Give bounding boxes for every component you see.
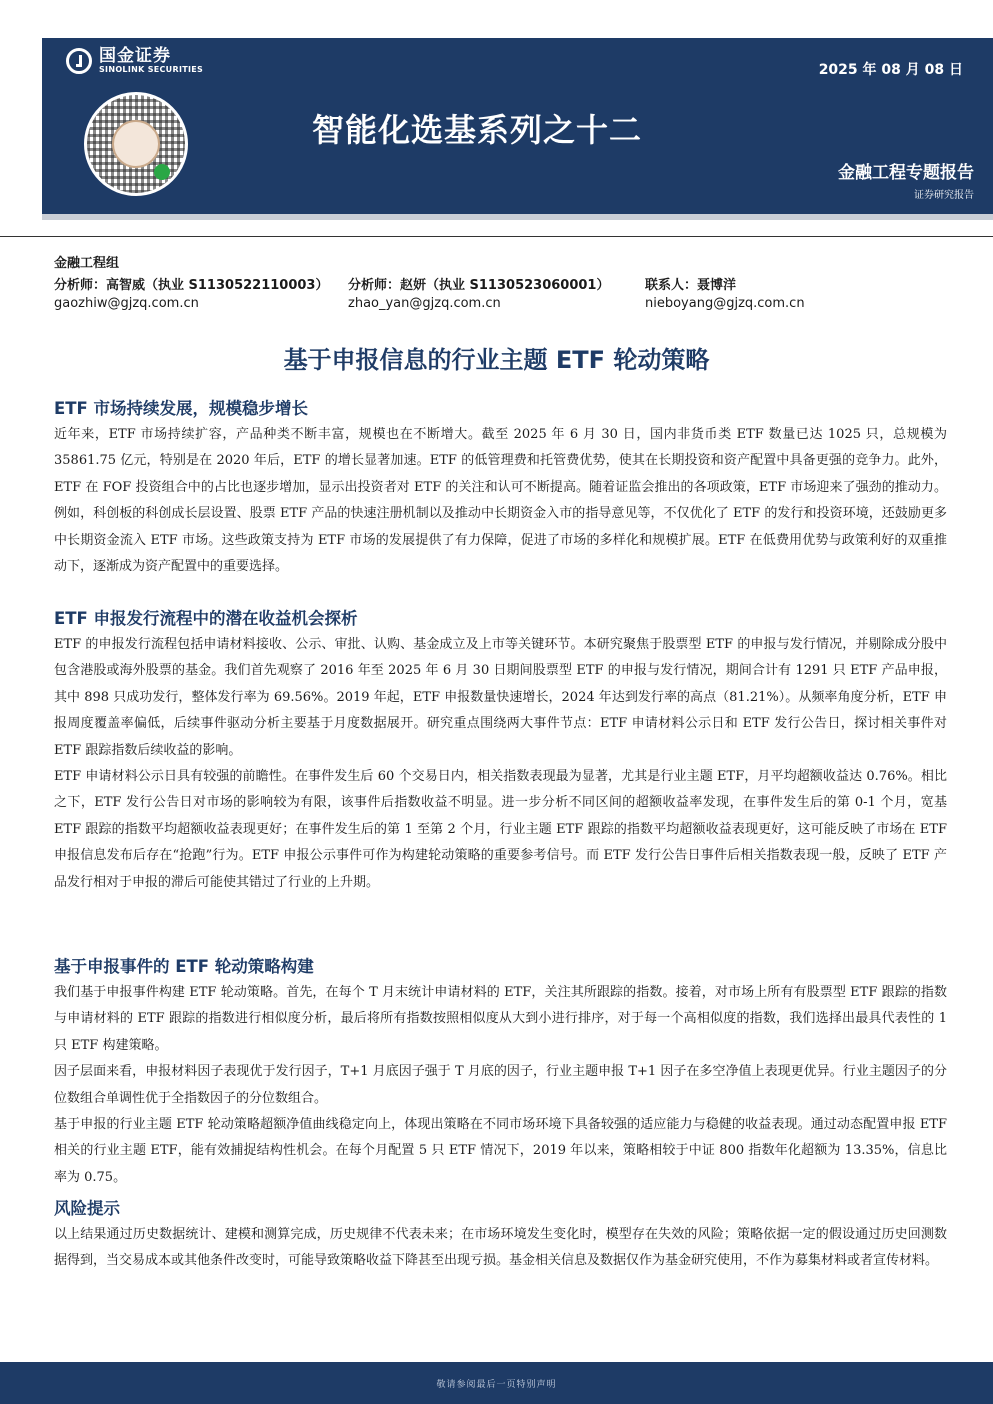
section-paragraph: 基于申报的行业主题 ETF 轮动策略超额净值曲线稳定向上，体现出策略在不同市场环境下具备较强的适应能力与稳健的收益表现。通过动态配置申报 ETF 相关的行业主题 ETF，能有效捕捉结构性机会。在每个月配置 5 只 ETF 情况下，2019 年以来，策略相较于中证 800 指数年化超额为 13.35%，信息比率为 0.75。 (54, 1117, 947, 1185)
logo-name-en: SINOLINK SECURITIES (99, 64, 204, 74)
section-paragraph: 以上结果通过历史数据统计、建模和测算完成，历史规律不代表未来；在市场环境发生变化时，模型存在失效的风险；策略依据一定的假设通过历史回测数据得到，当交易成本或其他条件改变时，可能导致策略收益下降甚至出现亏损。基金相关信息及数据仅作为基金研究使用，不作为募集材料或者宣传材料。 (54, 1227, 947, 1269)
report-date: 2025 年 08 月 08 日 (818, 62, 963, 78)
section-paragraph: 因子层面来看，申报材料因子表现优于发行因子，T+1 月底因子强于 T 月底的因子，行业主题申报 T+1 因子在多空净值上表现更优异。行业主题因子的分位数组合单调性优于全指数因子的分位数组合。 (54, 1064, 947, 1106)
section-risk-warning (54, 1196, 947, 1275)
banner-underline (42, 214, 993, 220)
section-heading: ETF 市场持续发展，规模稳步增长 (54, 399, 309, 418)
footer-disclaimer-note: 敬请参阅最后一页特别声明 (436, 1380, 557, 1390)
report-subtype: 证券研究报告 (914, 190, 974, 201)
mini-program-icon (154, 164, 170, 180)
analyst-2 (348, 274, 609, 311)
qr-brand-badge (112, 120, 160, 168)
contact-email[interactable]: nieboyang@gjzq.com.cn (645, 296, 805, 311)
section-etf-market (54, 396, 947, 580)
section-heading: ETF 申报发行流程中的潜在收益机会探析 (54, 609, 358, 628)
analyst-name: 分析师：赵妍（执业 S1130523060001） (348, 278, 610, 293)
analyst-name: 分析师：高智威（执业 S1130522110003） (54, 278, 329, 293)
contact-person (645, 274, 805, 311)
logo-name-cn: 国金证券 (99, 45, 171, 66)
section-paragraph: ETF 申请材料公示日具有较强的前瞻性。在事件发生后 60 个交易日内，相关指数表现最为显著，尤其是行业主题 ETF，月平均超额收益达 0.76%。相比之下，ETF 发行公告日对市场的影响较为有限，该事件后指数收益不明显。进一步分析不同区间的超额收益率发现，在事件发生后的第 0-1 个月，宽基 ETF 跟踪的指数平均超额收益表现更好；在事件发生后的第 1 至第 2 个月，行业主题 ETF 跟踪的指数平均超额收益表现更好，这可能反映了市场在 ETF 申报信息发布后存在“抢跑”行为。ETF 申报公示事件可作为构建轮动策略的重要参考信号。而 ETF 发行公告日事件后相关指数表现一般，反映了 ETF 产品发行相对于申报的滞后可能使其错过了行业的上升期。 (54, 769, 947, 890)
header-divider (0, 236, 993, 237)
section-issuance-opportunity (54, 606, 947, 896)
logo-mark-icon (66, 48, 92, 74)
report-type: 金融工程专题报告 (838, 163, 974, 183)
analyst-email[interactable]: zhao_yan@gjzq.com.cn (348, 296, 501, 311)
company-logo (66, 46, 203, 76)
section-heading: 基于申报事件的 ETF 轮动策略构建 (54, 957, 314, 976)
series-title: 智能化选基系列之十二 (312, 111, 643, 149)
section-paragraph: 我们基于申报事件构建 ETF 轮动策略。首先，在每个 T 月末统计申请材料的 ETF，关注其所跟踪的指数。接着，对市场上所有有股票型 ETF 跟踪的指数与申请材料的 ETF 跟踪的指数进行相似度分析，最后将所有指数按照相似度从大到小进行排序，对于每一个高相似度的指数，我们选择出最具代表性的 1 只 ETF 构建策略。 (54, 985, 947, 1053)
contact-name: 联系人：聂博洋 (645, 278, 737, 293)
team-name: 金融工程组 (54, 256, 120, 271)
section-heading: 风险提示 (54, 1199, 120, 1218)
report-main-title: 基于申报信息的行业主题 ETF 轮动策略 (283, 346, 710, 374)
analyst-1 (54, 274, 328, 311)
analyst-email[interactable]: gaozhiw@gjzq.com.cn (54, 296, 199, 311)
section-rotation-strategy (54, 954, 947, 1191)
section-paragraph: 近年来，ETF 市场持续扩容，产品种类不断丰富，规模也在不断增大。截至 2025 年 6 月 30 日，国内非货币类 ETF 数量已达 1025 只，总规模为 35861.75 亿元，特别是在 2020 年后，ETF 的增长显著加速。ETF 的低管理费和托管费优势，使其在长期投资和资产配置中具备更强的竞争力。此外，ETF 在 FOF 投资组合中的占比也逐步增加，显示出投资者对 ETF 的关注和认可不断提高。随着证监会推出的各项政策，ETF 市场迎来了强劲的推动力。例如，科创板的科创成长层设置、股票 ETF 产品的快速注册机制以及推动中长期资金入市的指导意见等，不仅优化了 ETF 的发行和投资环境，还鼓励更多中长期资金流入 ETF 市场。这些政策支持为 ETF 市场的发展提供了有力保障，促进了市场的多样化和规模扩展。ETF 在低费用优势与政策利好的双重推动下，逐渐成为资产配置中的重要选择。 (54, 427, 947, 575)
section-paragraph: ETF 的申报发行流程包括申请材料接收、公示、审批、认购、基金成立及上市等关键环节。本研究聚焦于股票型 ETF 的申报与发行情况，并剔除成分股中包含港股或海外股票的基金。我们首先观察了 2016 年至 2025 年 6 月 30 日期间股票型 ETF 的申报与发行情况，期间合计有 1291 只 ETF 产品申报，其中 898 只成功发行，整体发行率为 69.56%。2019 年起，ETF 申报数量快速增长，2024 年达到发行率的高点（81.21%）。从频率角度分析，ETF 申报周度覆盖率偏低，后续事件驱动分析主要基于月度数据展开。研究重点围绕两大事件节点：ETF 申请材料公示日和 ETF 发行公告日，探讨相关事件对 ETF 跟踪指数后续收益的影响。 (54, 637, 947, 758)
